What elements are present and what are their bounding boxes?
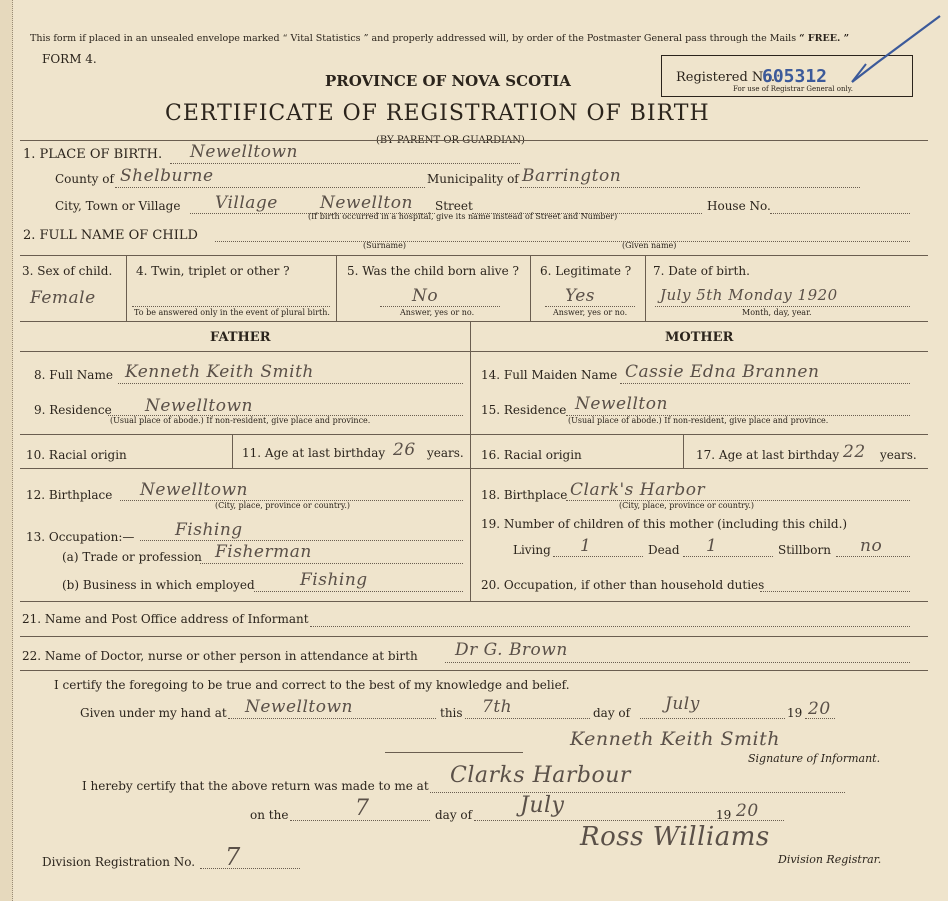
informant-label: 21. Name and Post Office address of Informant — [22, 612, 309, 626]
parents-head-rule — [20, 351, 928, 352]
racial-top-rule — [20, 434, 928, 435]
twin-note: To be answered only in the event of plural birth. — [134, 308, 330, 317]
given-this: this — [440, 706, 463, 720]
alive-value: No — [412, 286, 439, 306]
legit-label: 6. Legitimate ? — [540, 264, 632, 278]
mother-bp: Clark's Harbor — [570, 480, 706, 500]
dead-line — [683, 556, 773, 557]
parents-divider — [470, 321, 471, 601]
date-note: Month, day, year. — [742, 308, 812, 317]
mother-heading: MOTHER — [665, 330, 734, 345]
header-rule — [20, 140, 928, 141]
father-age: 26 — [393, 440, 416, 460]
father-res: Newelltown — [145, 396, 253, 416]
given-name-caption: (Given name) — [622, 241, 677, 250]
given-day-of: day of — [593, 706, 631, 720]
mother-age: 22 — [843, 442, 866, 462]
registered-number: 605312 — [762, 66, 828, 87]
place-of-birth-value: Newelltown — [190, 142, 298, 162]
father-occ: Fishing — [175, 520, 243, 540]
city-value: Village — [215, 193, 278, 213]
legit-value: Yes — [565, 286, 596, 306]
given-month: July — [665, 694, 700, 714]
row3-divider-2 — [336, 255, 337, 321]
dead-value: 1 — [706, 536, 718, 556]
father-occ-line — [140, 540, 463, 541]
date-value: July 5th Monday 1920 — [660, 286, 838, 304]
municipality-label: Municipality of — [427, 172, 519, 186]
short-rule — [385, 752, 523, 753]
trade-label: (a) Trade or profession — [62, 550, 202, 564]
mother-res-note: (Usual place of abode.) If non-resident, give place and province. — [568, 416, 829, 425]
legit-line — [545, 306, 635, 307]
registrar-day-of: day of — [435, 808, 473, 822]
mother-occ-line — [760, 591, 910, 592]
city-label: City, Town or Village — [55, 199, 181, 213]
mother-racial-label: 16. Racial origin — [481, 448, 582, 462]
municipality-value: Barrington — [522, 166, 622, 186]
father-age-divider — [232, 434, 233, 468]
father-years: years. — [427, 446, 464, 460]
father-occ-label: 13. Occupation:— — [26, 530, 135, 544]
given-year: 20 — [808, 699, 831, 719]
registrar-text: I hereby certify that the above return was made to me at — [82, 779, 429, 793]
certify-top-rule — [20, 670, 928, 671]
row3-divider-3 — [530, 255, 531, 321]
province-heading: PROVINCE OF NOVA SCOTIA — [325, 72, 571, 90]
registrar-month: July — [520, 793, 565, 818]
father-res-note: (Usual place of abode.) If non-resident, give place and province. — [110, 416, 371, 425]
certify-text: I certify the foregoing to be true and correct to the best of my knowledge and belief. — [54, 678, 570, 692]
form-number: FORM 4. — [42, 52, 97, 66]
sex-label: 3. Sex of child. — [22, 264, 113, 278]
doctor-value: Dr G. Brown — [455, 640, 568, 660]
informant-line — [310, 626, 910, 627]
municipality-line — [520, 187, 860, 188]
child-name-line — [215, 241, 910, 242]
street-label: Street — [435, 199, 473, 213]
given-year-line — [805, 718, 835, 719]
division-label: Division Registration No. — [42, 855, 196, 869]
alive-label: 5. Was the child born alive ? — [347, 264, 519, 278]
given-day-line — [465, 718, 590, 719]
division-number: 7 — [225, 843, 241, 871]
date-label: 7. Date of birth. — [653, 264, 750, 278]
registrar-year-pre: 19 — [716, 808, 732, 822]
twin-line — [132, 306, 330, 307]
doctor-line — [445, 662, 910, 663]
living-value: 1 — [580, 536, 592, 556]
county-value: Shelburne — [120, 166, 214, 186]
certificate-subtitle: (BY PARENT OR GUARDIAN) — [376, 135, 525, 146]
blue-check-mark — [850, 12, 945, 87]
father-name-line — [118, 383, 463, 384]
father-bp-note: (City, place, province or country.) — [215, 501, 351, 510]
father-racial-label: 10. Racial origin — [26, 448, 127, 462]
hospital-note: (If birth occurred in a hospital, give its name instead of Street and Number) — [308, 212, 618, 221]
living-label: Living — [513, 543, 551, 557]
father-res-label: 9. Residence — [34, 403, 112, 417]
given-place-line — [228, 718, 436, 719]
mother-res-label: 15. Residence — [481, 403, 567, 417]
given-label: Given under my hand at — [80, 706, 227, 720]
county-line — [115, 187, 425, 188]
mother-occ-label: 20. Occupation, if other than household duties — [481, 578, 765, 592]
postal-notice: This form if placed in an unsealed envelope marked “ Vital Statistics ” and properly addressed will, by order of the Postmaster General pass through the Mails “ FREE. ” — [30, 33, 850, 44]
given-year-pre: 19 — [787, 706, 803, 720]
registrar-sig-caption: Division Registrar. — [778, 853, 882, 866]
trade-value: Fisherman — [215, 542, 312, 562]
house-label: House No. — [707, 199, 771, 213]
registered-note: For use of Registrar General only. — [733, 85, 853, 93]
house-line — [770, 213, 910, 214]
legit-note: Answer, yes or no. — [553, 308, 628, 317]
business-label: (b) Business in which employed — [62, 578, 255, 592]
informant-signature: Kenneth Keith Smith — [570, 728, 780, 750]
registrar-on-the: on the — [250, 808, 289, 822]
page-left-edge — [0, 0, 13, 901]
father-bp-label: 12. Birthplace — [26, 488, 113, 502]
twin-label: 4. Twin, triplet or other ? — [136, 264, 290, 278]
mother-years: years. — [880, 448, 917, 462]
registered-label: Registered No. — [676, 70, 776, 85]
mother-bp-note: (City, place, province or country.) — [619, 501, 755, 510]
father-name: Kenneth Keith Smith — [125, 362, 314, 382]
business-line — [254, 591, 463, 592]
alive-line — [380, 306, 500, 307]
sex-value: Female — [30, 288, 96, 308]
alive-note: Answer, yes or no. — [400, 308, 475, 317]
informant-bottom-rule — [20, 636, 928, 637]
living-line — [553, 556, 643, 557]
registrar-day-line — [290, 820, 430, 821]
mother-name: Cassie Edna Brannen — [625, 362, 820, 382]
dead-label: Dead — [648, 543, 680, 557]
place-line — [170, 163, 520, 164]
mother-res: Newellton — [575, 394, 668, 414]
father-heading: FATHER — [210, 330, 271, 345]
father-bp: Newelltown — [140, 480, 248, 500]
place-of-birth-label: 1. PLACE OF BIRTH. — [23, 147, 163, 162]
racial-bottom-rule — [20, 468, 928, 469]
street-value: Newellton — [320, 193, 413, 213]
stillborn-line — [836, 556, 910, 557]
informant-top-rule — [20, 601, 928, 602]
given-month-line — [640, 718, 785, 719]
father-name-label: 8. Full Name — [34, 368, 113, 382]
date-line — [655, 306, 910, 307]
mother-name-label: 14. Full Maiden Name — [481, 368, 618, 382]
registrar-year: 20 — [736, 801, 759, 821]
trade-line — [200, 563, 463, 564]
mother-children-label: 19. Number of children of this mother (including this child.) — [481, 517, 848, 531]
mother-bp-label: 18. Birthplace — [481, 488, 568, 502]
given-place: Newelltown — [245, 697, 353, 717]
row3-divider-4 — [645, 255, 646, 321]
row3-divider-1 — [126, 255, 127, 321]
division-line — [200, 868, 300, 869]
given-day: 7th — [482, 697, 513, 717]
business-value: Fishing — [300, 570, 368, 590]
surname-caption: (Surname) — [363, 241, 406, 250]
parents-top-rule — [20, 321, 928, 322]
certificate-title: CERTIFICATE OF REGISTRATION OF BIRTH — [165, 101, 710, 126]
registrar-day: 7 — [355, 796, 370, 821]
child-name-label: 2. FULL NAME OF CHILD — [23, 228, 198, 243]
mother-age-divider — [683, 434, 684, 468]
registrar-signature: Ross Williams — [580, 822, 770, 852]
row3-top-rule — [20, 255, 928, 256]
doctor-label: 22. Name of Doctor, nurse or other person in attendance at birth — [22, 649, 418, 663]
registrar-place-line — [430, 792, 845, 793]
informant-sig-caption: Signature of Informant. — [748, 752, 881, 765]
stillborn-value: no — [860, 536, 883, 556]
father-age-label: 11. Age at last birthday — [242, 446, 386, 460]
county-label: County of — [55, 172, 114, 186]
registrar-place: Clarks Harbour — [450, 763, 631, 788]
mother-age-label: 17. Age at last birthday — [696, 448, 840, 462]
stillborn-label: Stillborn — [778, 543, 831, 557]
mother-name-line — [620, 383, 910, 384]
